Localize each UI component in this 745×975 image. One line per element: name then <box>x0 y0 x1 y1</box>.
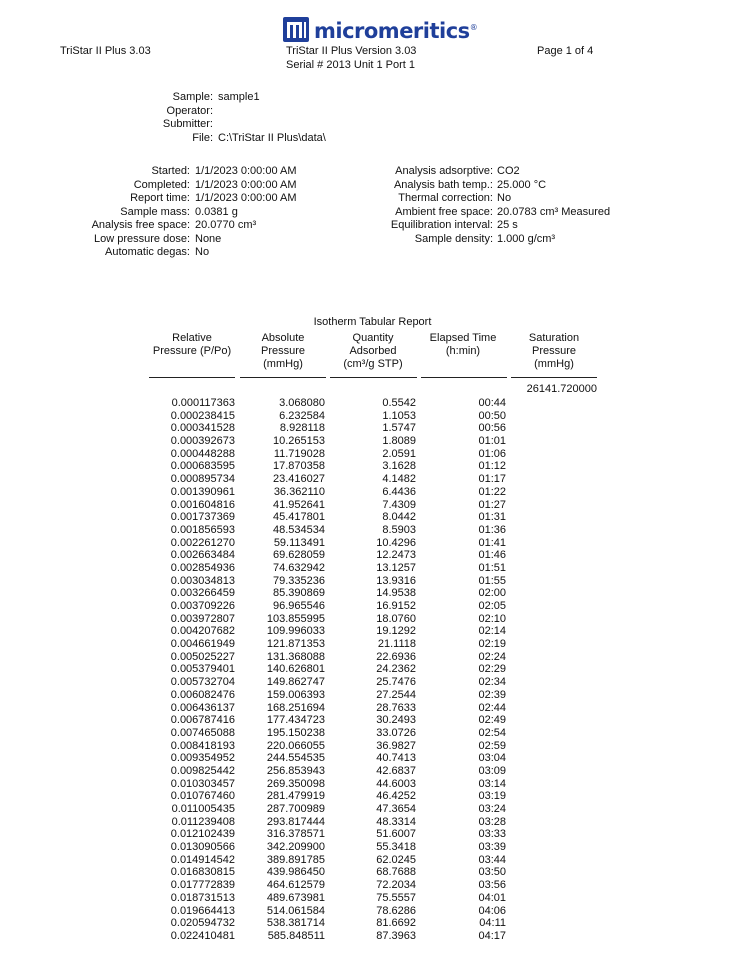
absolute-pressure-cell: 131.368088 <box>266 650 325 663</box>
absolute-pressure-cell: 269.350098 <box>266 777 325 790</box>
quantity-adsorbed-cell: 7.4309 <box>382 498 416 511</box>
elapsed-time-cell: 03:39 <box>478 841 506 854</box>
table-row <box>0 473 745 486</box>
quantity-adsorbed-cell: 36.9827 <box>376 739 416 752</box>
elapsed-time-cell: 01:46 <box>478 549 506 562</box>
column-header-line: Adsorbed <box>349 345 397 357</box>
quantity-adsorbed-cell: 48.3314 <box>376 815 416 828</box>
elapsed-time-cell: 01:55 <box>478 574 506 587</box>
elapsed-time-cell: 01:01 <box>478 435 506 448</box>
elapsed-time-cell: 02:54 <box>478 726 506 739</box>
quantity-adsorbed-cell: 62.0245 <box>376 853 416 866</box>
elapsed-time-cell: 04:17 <box>478 929 506 942</box>
automatic-degas-label: Automatic degas: <box>105 246 190 258</box>
table-row <box>0 651 745 664</box>
quantity-adsorbed-cell: 16.9152 <box>376 600 416 612</box>
table-row <box>0 422 745 435</box>
quantity-adsorbed-cell: 51.6007 <box>376 828 416 841</box>
quantity-adsorbed-cell: 75.5557 <box>376 891 416 904</box>
absolute-pressure-cell: 159.006393 <box>266 688 325 701</box>
absolute-pressure-cell: 6.232584 <box>279 409 325 422</box>
absolute-pressure-cell: 281.479919 <box>266 790 325 803</box>
absolute-pressure-cell: 168.251694 <box>266 701 325 714</box>
quantity-adsorbed-cell: 25.7476 <box>376 676 416 689</box>
quantity-adsorbed-cell: 8.5903 <box>382 523 416 536</box>
started-label: Started: <box>151 165 190 177</box>
relative-pressure-cell: 0.003266459 <box>170 587 235 600</box>
quantity-adsorbed-cell: 68.7688 <box>376 866 416 879</box>
elapsed-time-cell: 02:19 <box>478 638 506 651</box>
relative-pressure-cell: 0.000895734 <box>170 473 235 486</box>
relative-pressure-cell: 0.004661949 <box>170 638 235 651</box>
quantity-adsorbed-cell: 18.0760 <box>376 612 416 625</box>
quantity-adsorbed-cell: 3.1628 <box>382 460 416 473</box>
table-row <box>0 499 745 512</box>
param-row <box>0 192 380 206</box>
column-header-saturation-pressure <box>504 332 604 371</box>
table-row <box>0 663 745 676</box>
thermal-correction-value: No <box>497 192 512 204</box>
relative-pressure-cell: 0.003709226 <box>170 600 235 612</box>
elapsed-time-cell: 02:10 <box>478 612 506 625</box>
operator-label: Operator: <box>166 104 213 117</box>
absolute-pressure-cell: 103.855995 <box>266 612 325 625</box>
relative-pressure-cell: 0.011239408 <box>171 815 235 828</box>
absolute-pressure-cell: 17.870358 <box>273 460 325 473</box>
elapsed-time-cell: 01:17 <box>478 473 506 486</box>
elapsed-time-cell: 02:24 <box>478 650 506 663</box>
table-row <box>0 727 745 740</box>
absolute-pressure-cell: 36.362110 <box>273 485 325 498</box>
absolute-pressure-cell: 45.417801 <box>273 511 325 524</box>
absolute-pressure-cell: 514.061584 <box>266 904 325 917</box>
absolute-pressure-cell: 85.390869 <box>273 587 325 600</box>
quantity-adsorbed-cell: 21.1118 <box>377 638 416 651</box>
table-row <box>0 397 745 410</box>
relative-pressure-cell: 0.011005435 <box>171 803 235 815</box>
table-row <box>0 524 745 537</box>
low-pressure-dose-value: None <box>195 232 222 245</box>
quantity-adsorbed-cell: 6.4436 <box>382 485 416 498</box>
relative-pressure-cell: 0.009825442 <box>170 764 235 777</box>
elapsed-time-cell: 02:14 <box>478 625 506 638</box>
table-row <box>0 816 745 829</box>
elapsed-time-cell: 02:34 <box>478 676 506 689</box>
absolute-pressure-cell: 464.612579 <box>266 879 325 892</box>
quantity-adsorbed-cell: 13.9316 <box>376 574 416 587</box>
absolute-pressure-cell: 79.335236 <box>273 574 325 587</box>
completed-value: 1/1/2023 0:00:00 AM <box>195 178 297 191</box>
absolute-pressure-cell: 287.700989 <box>266 803 325 815</box>
table-row <box>0 676 745 689</box>
serial-unit-port: Serial # 2013 Unit 1 Port 1 <box>286 59 416 71</box>
quantity-adsorbed-cell: 10.4296 <box>376 536 416 549</box>
relative-pressure-cell: 0.022410481 <box>170 929 235 942</box>
table-row <box>0 892 745 905</box>
relative-pressure-cell: 0.008418193 <box>170 739 235 752</box>
report-time-value: 1/1/2023 0:00:00 AM <box>195 192 297 204</box>
elapsed-time-cell: 01:12 <box>478 460 506 473</box>
table-row <box>0 435 745 448</box>
analysis-adsorptive-value: CO2 <box>497 165 520 177</box>
absolute-pressure-cell: 538.381714 <box>266 917 325 930</box>
elapsed-time-cell: 01:51 <box>478 561 506 574</box>
elapsed-time-cell: 00:44 <box>478 397 506 409</box>
param-row <box>0 246 380 260</box>
absolute-pressure-cell: 439.986450 <box>266 866 325 879</box>
table-row <box>0 511 745 524</box>
elapsed-time-cell: 03:24 <box>478 803 506 815</box>
quantity-adsorbed-cell: 78.6286 <box>376 904 416 917</box>
relative-pressure-cell: 0.005379401 <box>170 663 235 676</box>
column-header-line: Elapsed Time <box>429 332 497 344</box>
elapsed-time-cell: 03:19 <box>478 790 506 803</box>
table-row <box>0 752 745 765</box>
table-row <box>0 575 745 588</box>
elapsed-time-cell: 03:50 <box>478 866 506 879</box>
relative-pressure-cell: 0.000238415 <box>170 409 235 422</box>
thermal-correction-label: Thermal correction: <box>398 192 493 204</box>
relative-pressure-cell: 0.000448288 <box>170 447 235 460</box>
quantity-adsorbed-cell: 42.6837 <box>376 764 416 777</box>
relative-pressure-cell: 0.000341528 <box>170 422 235 435</box>
relative-pressure-cell: 0.012102439 <box>170 828 235 841</box>
param-row <box>340 233 745 247</box>
table-row <box>0 854 745 867</box>
quantity-adsorbed-cell: 30.2493 <box>376 714 416 727</box>
quantity-adsorbed-cell: 47.3654 <box>376 803 416 815</box>
absolute-pressure-cell: 220.066055 <box>266 739 325 752</box>
table-row <box>0 587 745 600</box>
quantity-adsorbed-cell: 1.5747 <box>382 422 416 435</box>
elapsed-time-cell: 03:04 <box>478 752 506 765</box>
page-number: Page 1 of 4 <box>537 45 594 57</box>
sample-density-label: Sample density: <box>414 232 493 245</box>
absolute-pressure-cell: 74.632942 <box>273 561 325 574</box>
column-header-line: Pressure <box>531 345 577 357</box>
column-header-line: Absolute <box>261 332 305 344</box>
absolute-pressure-cell: 109.996033 <box>266 625 325 638</box>
quantity-adsorbed-cell: 22.6936 <box>376 650 416 663</box>
relative-pressure-cell: 0.000683595 <box>170 460 235 473</box>
relative-pressure-cell: 0.019664413 <box>170 904 235 917</box>
relative-pressure-cell: 0.009354952 <box>170 752 235 765</box>
elapsed-time-cell: 02:00 <box>478 587 506 600</box>
quantity-adsorbed-cell: 2.0591 <box>382 447 416 460</box>
column-header-line: Pressure (P/Po) <box>152 345 232 357</box>
relative-pressure-cell: 0.005732704 <box>170 676 235 689</box>
completed-label: Completed: <box>133 178 190 191</box>
absolute-pressure-cell: 59.113491 <box>273 536 325 549</box>
param-row <box>0 219 380 233</box>
absolute-pressure-cell: 256.853943 <box>266 764 325 777</box>
table-row <box>0 866 745 879</box>
sample-label: Sample: <box>172 91 213 103</box>
quantity-adsorbed-cell: 1.8089 <box>382 435 416 448</box>
column-header-line: Relative <box>172 332 212 344</box>
relative-pressure-cell: 0.014914542 <box>170 853 235 866</box>
table-row <box>0 638 745 651</box>
column-header-quantity-adsorbed <box>323 332 423 371</box>
ambient-free-space-label: Ambient free space: <box>395 205 493 218</box>
quantity-adsorbed-cell: 12.2473 <box>376 549 416 562</box>
elapsed-time-cell: 01:41 <box>478 536 506 549</box>
elapsed-time-cell: 01:06 <box>478 447 506 460</box>
quantity-adsorbed-cell: 1.1053 <box>382 409 416 422</box>
table-row <box>0 930 745 943</box>
column-header-line: Quantity <box>352 332 394 344</box>
relative-pressure-cell: 0.002261270 <box>170 536 235 549</box>
absolute-pressure-cell: 342.209900 <box>266 841 325 854</box>
table-row <box>0 613 745 626</box>
relative-pressure-cell: 0.006436137 <box>170 701 235 714</box>
absolute-pressure-cell: 69.628059 <box>273 549 325 562</box>
absolute-pressure-cell: 316.378571 <box>266 828 325 841</box>
operator-row <box>0 105 745 119</box>
quantity-adsorbed-cell: 44.6003 <box>376 777 416 790</box>
column-underline <box>421 377 507 378</box>
quantity-adsorbed-cell: 24.2362 <box>376 663 416 676</box>
file-label: File: <box>192 131 213 144</box>
absolute-pressure-cell: 149.862747 <box>266 676 325 689</box>
absolute-pressure-cell: 121.871353 <box>266 638 325 651</box>
relative-pressure-cell: 0.004207682 <box>170 625 235 638</box>
quantity-adsorbed-cell: 55.3418 <box>376 841 416 854</box>
param-row <box>340 192 745 206</box>
column-underline <box>511 377 597 378</box>
column-underline <box>149 377 235 378</box>
relative-pressure-cell: 0.002663484 <box>170 549 235 562</box>
absolute-pressure-cell: 585.848511 <box>267 929 325 942</box>
absolute-pressure-cell: 293.817444 <box>266 815 325 828</box>
quantity-adsorbed-cell: 81.6692 <box>376 917 416 930</box>
column-underline <box>240 377 326 378</box>
quantity-adsorbed-cell: 28.7633 <box>376 701 416 714</box>
relative-pressure-cell: 0.005025227 <box>170 650 235 663</box>
relative-pressure-cell: 0.001390961 <box>170 485 235 498</box>
absolute-pressure-cell: 48.534534 <box>273 523 325 536</box>
relative-pressure-cell: 0.020594732 <box>170 917 235 930</box>
relative-pressure-cell: 0.001737369 <box>170 511 235 524</box>
equilibration-interval-value: 25 s <box>497 219 518 231</box>
absolute-pressure-cell: 3.068080 <box>279 397 325 409</box>
relative-pressure-cell: 0.000117363 <box>171 397 235 409</box>
table-row <box>0 537 745 550</box>
column-header-absolute-pressure <box>233 332 333 371</box>
isotherm-table-body <box>0 397 745 943</box>
quantity-adsorbed-cell: 27.2544 <box>376 688 416 701</box>
table-row <box>0 803 745 816</box>
elapsed-time-cell: 01:27 <box>478 498 506 511</box>
analysis-bath-temp-value: 25.000 °C <box>497 178 547 191</box>
relative-pressure-cell: 0.006787416 <box>170 714 235 727</box>
quantity-adsorbed-cell: 40.7413 <box>376 752 416 765</box>
table-row <box>0 702 745 715</box>
param-row <box>340 165 745 179</box>
param-row <box>0 206 380 220</box>
elapsed-time-cell: 04:11 <box>479 917 506 930</box>
analysis-free-space-value: 20.0770 cm³ <box>195 219 257 231</box>
table-row <box>0 790 745 803</box>
column-header-relative-pressure <box>142 332 242 358</box>
table-row <box>0 410 745 423</box>
elapsed-time-cell: 03:44 <box>478 853 506 866</box>
absolute-pressure-cell: 195.150238 <box>266 726 325 739</box>
table-row <box>0 841 745 854</box>
absolute-pressure-cell: 23.416027 <box>273 473 325 486</box>
started-value: 1/1/2023 0:00:00 AM <box>195 165 297 177</box>
quantity-adsorbed-cell: 72.2034 <box>376 879 416 892</box>
table-row <box>0 917 745 930</box>
table-row <box>0 740 745 753</box>
column-header-elapsed-time <box>413 332 513 358</box>
column-header-line: (mmHg) <box>534 358 574 370</box>
saturation-pressure-value: 26141.720000 <box>526 383 597 395</box>
submitter-label: Submitter: <box>162 118 213 130</box>
absolute-pressure-cell: 244.554535 <box>266 752 325 765</box>
column-header-line: (mmHg) <box>263 358 303 370</box>
quantity-adsorbed-cell: 8.0442 <box>382 511 416 524</box>
table-row <box>0 486 745 499</box>
elapsed-time-cell: 02:49 <box>478 714 506 727</box>
quantity-adsorbed-cell: 4.1482 <box>382 473 416 486</box>
table-row <box>0 600 745 613</box>
elapsed-time-cell: 01:31 <box>478 511 506 524</box>
absolute-pressure-cell: 8.928118 <box>279 422 325 435</box>
elapsed-time-cell: 04:06 <box>478 904 506 917</box>
elapsed-time-cell: 02:59 <box>478 739 506 752</box>
relative-pressure-cell: 0.010303457 <box>170 777 235 790</box>
ambient-free-space-value: 20.0783 cm³ Measured <box>497 205 611 218</box>
relative-pressure-cell: 0.017772839 <box>170 879 235 892</box>
column-header-line: (cm³/g STP) <box>343 358 403 370</box>
elapsed-time-cell: 04:01 <box>478 891 506 904</box>
elapsed-time-cell: 03:14 <box>478 777 506 790</box>
table-row <box>0 549 745 562</box>
elapsed-time-cell: 03:56 <box>478 879 506 892</box>
table-row <box>0 714 745 727</box>
table-row <box>0 765 745 778</box>
param-row <box>0 165 380 179</box>
param-row <box>340 179 745 193</box>
elapsed-time-cell: 01:36 <box>478 523 506 536</box>
table-row <box>0 778 745 791</box>
elapsed-time-cell: 00:50 <box>478 409 506 422</box>
absolute-pressure-cell: 96.965546 <box>273 600 325 612</box>
quantity-adsorbed-cell: 13.1257 <box>376 561 416 574</box>
elapsed-time-cell: 02:05 <box>478 600 506 612</box>
elapsed-time-cell: 03:33 <box>478 828 506 841</box>
micromeritics-logo <box>283 16 477 42</box>
param-row <box>0 179 380 193</box>
relative-pressure-cell: 0.001856593 <box>170 523 235 536</box>
absolute-pressure-cell: 11.719028 <box>273 447 325 460</box>
equilibration-interval-label: Equilibration interval: <box>390 219 493 231</box>
instrument-name: TriStar II Plus 3.03 <box>60 45 151 57</box>
micromeritics-logo-icon <box>283 17 309 42</box>
relative-pressure-cell: 0.010767460 <box>170 790 235 803</box>
file-row <box>0 132 745 146</box>
elapsed-time-cell: 02:44 <box>478 701 506 714</box>
quantity-adsorbed-cell: 19.1292 <box>376 625 416 638</box>
table-row <box>0 879 745 892</box>
relative-pressure-cell: 0.013090566 <box>170 841 235 854</box>
file-value: C:\TriStar II Plus\data\ <box>218 131 326 144</box>
param-row <box>0 233 380 247</box>
table-title: Isotherm Tabular Report <box>313 316 432 328</box>
analysis-bath-temp-label: Analysis bath temp.: <box>393 178 493 191</box>
logo-wordmark: micromeritics® <box>314 18 478 43</box>
elapsed-time-cell: 02:39 <box>478 688 506 701</box>
report-time-label: Report time: <box>130 192 190 204</box>
quantity-adsorbed-cell: 46.4252 <box>376 790 416 803</box>
relative-pressure-cell: 0.016830815 <box>170 866 235 879</box>
elapsed-time-cell: 02:29 <box>478 663 506 676</box>
quantity-adsorbed-cell: 33.0726 <box>376 726 416 739</box>
analysis-adsorptive-label: Analysis adsorptive: <box>395 165 493 177</box>
sample-density-value: 1.000 g/cm³ <box>497 232 556 245</box>
table-row <box>0 689 745 702</box>
sample-value: sample1 <box>218 91 260 103</box>
low-pressure-dose-label: Low pressure dose: <box>94 232 190 245</box>
table-row <box>0 562 745 575</box>
elapsed-time-cell: 03:28 <box>478 815 506 828</box>
automatic-degas-value: No <box>195 246 210 258</box>
relative-pressure-cell: 0.003034813 <box>170 574 235 587</box>
relative-pressure-cell: 0.001604816 <box>170 498 235 511</box>
sample-mass-label: Sample mass: <box>120 205 190 218</box>
param-row <box>340 206 745 220</box>
elapsed-time-cell: 03:09 <box>478 764 506 777</box>
relative-pressure-cell: 0.018731513 <box>170 891 235 904</box>
column-underline <box>330 377 417 378</box>
elapsed-time-cell: 01:22 <box>478 485 506 498</box>
relative-pressure-cell: 0.007465088 <box>170 726 235 739</box>
absolute-pressure-cell: 41.952641 <box>273 498 325 511</box>
submitter-row <box>0 118 745 132</box>
table-row <box>0 448 745 461</box>
table-row <box>0 625 745 638</box>
absolute-pressure-cell: 389.891785 <box>266 853 325 866</box>
absolute-pressure-cell: 10.265153 <box>273 435 325 448</box>
sample-row <box>0 91 745 105</box>
table-row <box>0 905 745 918</box>
relative-pressure-cell: 0.000392673 <box>170 435 235 448</box>
quantity-adsorbed-cell: 87.3963 <box>376 929 416 942</box>
column-header-line: (h:min) <box>445 345 481 357</box>
column-header-line: Saturation <box>528 332 580 344</box>
absolute-pressure-cell: 177.434723 <box>266 714 325 727</box>
table-row <box>0 828 745 841</box>
sample-mass-value: 0.0381 g <box>195 205 238 218</box>
relative-pressure-cell: 0.002854936 <box>170 561 235 574</box>
analysis-free-space-label: Analysis free space: <box>91 219 190 231</box>
param-row <box>340 219 745 233</box>
table-row <box>0 460 745 473</box>
relative-pressure-cell: 0.006082476 <box>170 688 235 701</box>
quantity-adsorbed-cell: 14.9538 <box>376 587 416 600</box>
quantity-adsorbed-cell: 0.5542 <box>382 397 416 409</box>
elapsed-time-cell: 00:56 <box>478 422 506 435</box>
relative-pressure-cell: 0.003972807 <box>170 612 235 625</box>
absolute-pressure-cell: 140.626801 <box>266 663 325 676</box>
absolute-pressure-cell: 489.673981 <box>266 891 325 904</box>
instrument-version: TriStar II Plus Version 3.03 <box>286 45 417 57</box>
column-header-line: Pressure <box>260 345 306 357</box>
